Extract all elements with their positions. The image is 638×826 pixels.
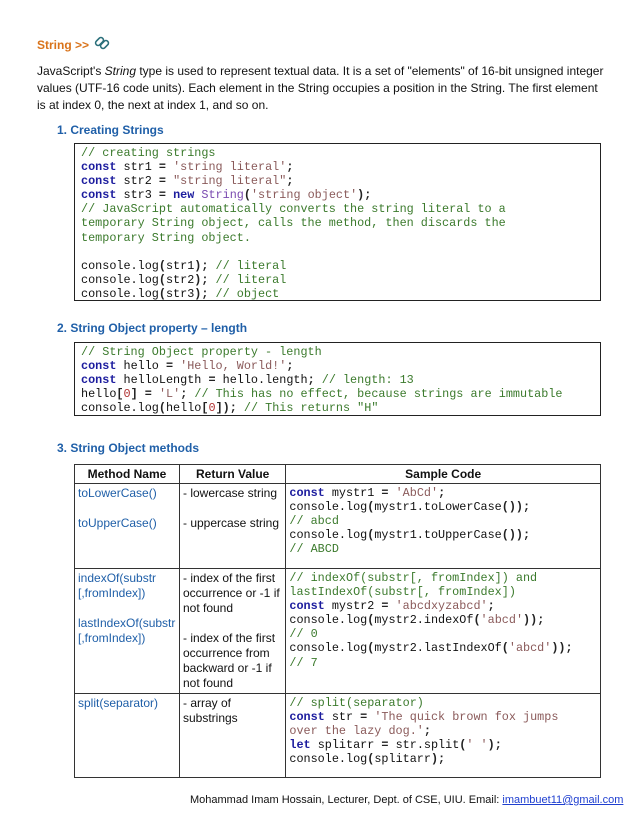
return-value-cell: - index of the first occurrence or -1 if not found - index of the first occurrence from backward or -1 if not found <box>179 569 285 694</box>
method-name-cell: split(separator) <box>75 694 180 778</box>
code-block-string-length: // String Object property - length const hello = 'Hello, World!'; const helloLength = hello.length; // length: 13 hello[0] = 'L'; // This has no effect, because strings are immutable console.log(hello[0]); // This returns "H" <box>74 342 601 416</box>
table-header-row <box>75 465 601 484</box>
column-header: Sample Code <box>286 465 601 484</box>
intro-paragraph: JavaScript's String type is used to represent textual data. It is a set of "elements" of 16-bit unsigned integer values (UTF-16 code units). Each element in the String occupies a position in the String. The first element is at index 0, the next at index 1, and so on. <box>37 64 604 112</box>
table-row <box>75 569 601 694</box>
return-value-cell: - array of substrings <box>179 694 285 778</box>
column-header: Return Value <box>179 465 285 484</box>
method-name-cell: toLowerCase() toUpperCase() <box>75 484 180 569</box>
methods-table <box>74 464 601 778</box>
sample-code-cell: // indexOf(substr[, fromIndex]) and lastIndexOf(substr[, fromIndex]) const mystr2 = 'abcdxyzabcd'; console.log(mystr2.indexOf('abcd')); // 0 console.log(mystr2.lastIndexOf('abcd')); // 7 <box>286 569 601 694</box>
page-footer: Mohammad Imam Hossain, Lecturer, Dept. of CSE, UIU. Email: imambuet11@gmail.com <box>190 794 624 806</box>
sample-code-cell: const mystr1 = 'AbCd'; console.log(mystr1.toLowerCase()); // abcd console.log(mystr1.toUpperCase()); // ABCD <box>286 484 601 569</box>
return-value-cell: - lowercase string - uppercase string <box>179 484 285 569</box>
method-name-cell: indexOf(substr [,fromIndex]) lastIndexOf(substr [,fromIndex]) <box>75 569 180 694</box>
table-row <box>75 694 601 778</box>
table-row <box>75 484 601 569</box>
heading-creating-strings: 1. Creating Strings <box>57 123 164 137</box>
email-link[interactable]: imambuet11@gmail.com <box>502 794 624 806</box>
heading-string-length: 2. String Object property – length <box>57 321 248 335</box>
link-icon[interactable] <box>92 32 112 52</box>
sample-code-cell: // split(separator) const str = 'The quick brown fox jumps over the lazy dog.'; let splitarr = str.split(' '); console.log(splitarr); <box>286 694 601 778</box>
heading-string-methods: 3. String Object methods <box>57 441 200 455</box>
column-header: Method Name <box>75 465 180 484</box>
code-block-creating-strings: // creating strings const str1 = 'string literal'; const str2 = "string literal"; const str3 = new String('string object'); // JavaScript automatically converts the string literal to a temporary String object, calls the method, then discards the temporary String object. console.log(str1); // literal console.log(str2); // literal console.log(str3); // object <box>74 143 601 301</box>
section-title: String >> <box>37 38 90 52</box>
